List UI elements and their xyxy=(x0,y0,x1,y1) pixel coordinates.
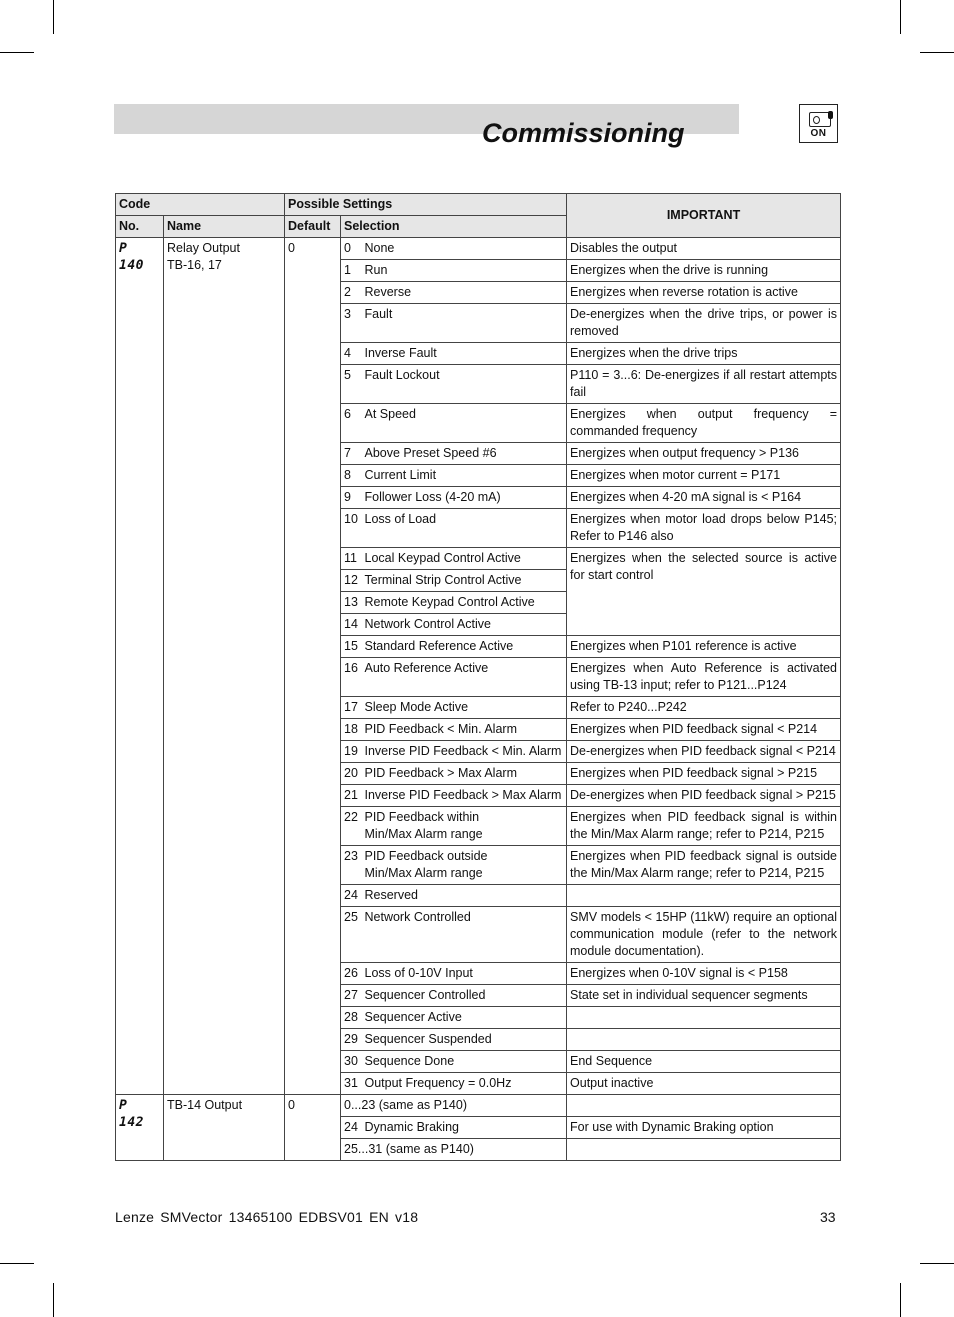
important-note: Disables the output xyxy=(567,238,841,260)
selection-label: Local Keypad Control Active xyxy=(361,548,567,570)
selection-label: Sequencer Suspended xyxy=(361,1029,567,1051)
selection-label: PID Feedback < Min. Alarm xyxy=(361,719,567,741)
selection-label: Fault Lockout xyxy=(361,365,567,404)
p140-name: Relay Output xyxy=(167,241,240,255)
important-note: Energizes when the drive is running xyxy=(567,260,841,282)
selection-number: 17 xyxy=(341,697,361,719)
header-code: Code xyxy=(116,194,285,216)
important-note: SMV models < 15HP (11kW) require an optional communication module (refer to the network module documentation). xyxy=(567,907,841,963)
important-note: Energizes when 4-20 mA signal is < P164 xyxy=(567,487,841,509)
p140-name-cell xyxy=(164,238,285,1095)
important-note: Energizes when Auto Reference is activated using TB-13 input; refer to P121...P124 xyxy=(567,658,841,697)
selection-number: 18 xyxy=(341,719,361,741)
selection-label: 0...23 (same as P140) xyxy=(341,1095,567,1117)
important-note: Energizes when the selected source is active for start control xyxy=(567,548,841,636)
selection-label: Run xyxy=(361,260,567,282)
important-note: P110 = 3...6: De-energizes if all restart attempts fail xyxy=(567,365,841,404)
important-note: Energizes when 0-10V signal is < P158 xyxy=(567,963,841,985)
footer-doc-ref: Lenze SMVector 13465100 EDBSV01 EN v18 xyxy=(115,1209,419,1225)
selection-label: Current Limit xyxy=(361,465,567,487)
selection-label xyxy=(361,807,567,846)
important-note: For use with Dynamic Braking option xyxy=(567,1117,841,1139)
selection-number: 28 xyxy=(341,1007,361,1029)
selection-label: Output Frequency = 0.0Hz xyxy=(361,1073,567,1095)
important-note: Refer to P240...P242 xyxy=(567,697,841,719)
important-note: End Sequence xyxy=(567,1051,841,1073)
selection-number: 29 xyxy=(341,1029,361,1051)
selection-label: Network Control Active xyxy=(361,614,567,636)
selection-number: 26 xyxy=(341,963,361,985)
crop-mark xyxy=(920,52,954,53)
important-note: Energizes when motor current = P171 xyxy=(567,465,841,487)
important-note: Output inactive xyxy=(567,1073,841,1095)
selection-label: Sequence Done xyxy=(361,1051,567,1073)
crop-mark xyxy=(53,0,54,34)
selection-label: At Speed xyxy=(361,404,567,443)
selection-number: 9 xyxy=(341,487,361,509)
important-note xyxy=(567,1139,841,1161)
table-row xyxy=(116,1095,841,1117)
p140-terminals: TB-16, 17 xyxy=(167,258,222,272)
selection-label: 25...31 (same as P140) xyxy=(341,1139,567,1161)
selection-number: 24 xyxy=(341,1117,361,1139)
selection-number: 20 xyxy=(341,763,361,785)
table-row xyxy=(116,238,841,260)
selection-label-line: Min/Max Alarm range xyxy=(364,866,483,880)
selection-label: Reverse xyxy=(361,282,567,304)
header-name: Name xyxy=(164,216,285,238)
selection-label: Follower Loss (4-20 mA) xyxy=(361,487,567,509)
selection-number: 1 xyxy=(341,260,361,282)
selection-number: 12 xyxy=(341,570,361,592)
selection-label-line: Min/Max Alarm range xyxy=(364,827,483,841)
selection-number: 31 xyxy=(341,1073,361,1095)
selection-label: Fault xyxy=(361,304,567,343)
selection-label xyxy=(361,846,567,885)
selection-number: 0 xyxy=(341,238,361,260)
selection-number: 15 xyxy=(341,636,361,658)
crop-mark xyxy=(920,1263,954,1264)
important-note xyxy=(567,1029,841,1051)
header-row-1 xyxy=(116,194,841,216)
selection-label: Sequencer Controlled xyxy=(361,985,567,1007)
selection-label: Inverse Fault xyxy=(361,343,567,365)
important-note xyxy=(567,885,841,907)
crop-mark xyxy=(900,0,901,34)
selection-number: 30 xyxy=(341,1051,361,1073)
selection-number: 10 xyxy=(341,509,361,548)
important-note: De-energizes when PID feedback signal > P215 xyxy=(567,785,841,807)
selection-number: 11 xyxy=(341,548,361,570)
header-possible-settings: Possible Settings xyxy=(285,194,567,216)
selection-label: Inverse PID Feedback > Max Alarm xyxy=(361,785,567,807)
header-default: Default xyxy=(285,216,341,238)
selection-number: 2 xyxy=(341,282,361,304)
important-note: De-energizes when PID feedback signal < P214 xyxy=(567,741,841,763)
selection-label-line: PID Feedback within xyxy=(364,810,480,824)
important-note: Energizes when output frequency = commanded frequency xyxy=(567,404,841,443)
selection-number: 21 xyxy=(341,785,361,807)
important-note: De-energizes when the drive trips, or power is removed xyxy=(567,304,841,343)
selection-label: None xyxy=(361,238,567,260)
selection-label: Dynamic Braking xyxy=(361,1117,567,1139)
important-note: Energizes when motor load drops below P145; Refer to P146 also xyxy=(567,509,841,548)
on-label: ON xyxy=(810,128,827,139)
selection-label: Auto Reference Active xyxy=(361,658,567,697)
selection-label: Standard Reference Active xyxy=(361,636,567,658)
important-note: Energizes when PID feedback signal < P214 xyxy=(567,719,841,741)
parameter-table xyxy=(115,193,841,1161)
important-note: Energizes when reverse rotation is active xyxy=(567,282,841,304)
selection-label: Above Preset Speed #6 xyxy=(361,443,567,465)
important-note: State set in individual sequencer segments xyxy=(567,985,841,1007)
power-switch-icon xyxy=(799,104,838,143)
selection-number: 6 xyxy=(341,404,361,443)
selection-label: Reserved xyxy=(361,885,567,907)
selection-number: 8 xyxy=(341,465,361,487)
crop-mark xyxy=(0,52,34,53)
selection-label-line: PID Feedback outside xyxy=(364,849,488,863)
p140-default: 0 xyxy=(285,238,341,1095)
page-number: 33 xyxy=(820,1209,836,1225)
page-title: Commissioning xyxy=(482,118,685,148)
selection-label: Loss of 0-10V Input xyxy=(361,963,567,985)
selection-label: Inverse PID Feedback < Min. Alarm xyxy=(361,741,567,763)
header-important: IMPORTANT xyxy=(567,194,841,238)
p142-name: TB-14 Output xyxy=(164,1095,285,1161)
selection-number: 25 xyxy=(341,907,361,963)
selection-number: 23 xyxy=(341,846,361,885)
important-note: Energizes when P101 reference is active xyxy=(567,636,841,658)
selection-label: Sequencer Active xyxy=(361,1007,567,1029)
crop-mark xyxy=(53,1283,54,1317)
selection-number: 4 xyxy=(341,343,361,365)
crop-mark xyxy=(0,1263,34,1264)
selection-label: Sleep Mode Active xyxy=(361,697,567,719)
selection-number: 24 xyxy=(341,885,361,907)
selection-number: 3 xyxy=(341,304,361,343)
selection-label: PID Feedback > Max Alarm xyxy=(361,763,567,785)
p142-code: P 142 xyxy=(116,1095,164,1161)
important-note xyxy=(567,1007,841,1029)
selection-number: 13 xyxy=(341,592,361,614)
p140-code: P 140 xyxy=(116,238,164,1095)
header-selection: Selection xyxy=(341,216,567,238)
selection-number: 27 xyxy=(341,985,361,1007)
important-note: Energizes when PID feedback signal > P215 xyxy=(567,763,841,785)
important-note: Energizes when PID feedback signal is within the Min/Max Alarm range; refer to P214, P215 xyxy=(567,807,841,846)
header-no: No. xyxy=(116,216,164,238)
selection-label: Network Controlled xyxy=(361,907,567,963)
p142-default: 0 xyxy=(285,1095,341,1161)
selection-number: 22 xyxy=(341,807,361,846)
selection-label: Loss of Load xyxy=(361,509,567,548)
important-note: Energizes when PID feedback signal is outside the Min/Max Alarm range; refer to P214, P215 xyxy=(567,846,841,885)
selection-label: Remote Keypad Control Active xyxy=(361,592,567,614)
selection-label: Terminal Strip Control Active xyxy=(361,570,567,592)
important-note xyxy=(567,1095,841,1117)
selection-number: 5 xyxy=(341,365,361,404)
selection-number: 19 xyxy=(341,741,361,763)
important-note: Energizes when output frequency > P136 xyxy=(567,443,841,465)
selection-number: 14 xyxy=(341,614,361,636)
crop-mark xyxy=(900,1283,901,1317)
selection-number: 16 xyxy=(341,658,361,697)
important-note: Energizes when the drive trips xyxy=(567,343,841,365)
selection-number: 7 xyxy=(341,443,361,465)
